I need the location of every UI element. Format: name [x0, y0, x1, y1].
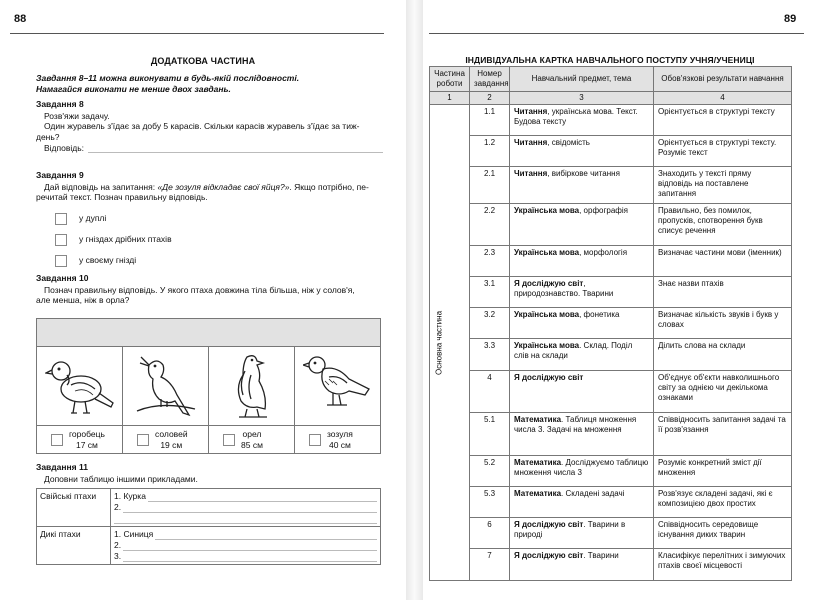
learning-result: Знає назви птахів: [654, 277, 792, 308]
task9-text-post: . Якщо потрібно, пе-: [289, 181, 369, 192]
subject-topic: [510, 204, 654, 246]
task-number: 3.1: [470, 277, 510, 308]
bird-name: орел: [242, 429, 262, 440]
bird-size: 85 см: [241, 439, 263, 450]
bird-name: горобець: [69, 429, 105, 440]
col-number: 2: [470, 92, 510, 105]
page-number-left: 88: [14, 13, 27, 25]
checkbox[interactable]: [51, 434, 63, 446]
table-row: [430, 167, 792, 204]
header-rule: [10, 33, 384, 34]
col-number: 3: [510, 92, 654, 105]
topic-text: . Тварини в природі: [514, 520, 626, 539]
task11-table: [36, 488, 381, 565]
subject-topic: [510, 167, 654, 204]
table-header-row: [430, 67, 792, 92]
task11-line1: Доповни таблицю іншими прикладами.: [44, 473, 198, 484]
subject-topic: [510, 456, 654, 487]
learning-result: Визначає кількість звуків і букв у словах: [654, 308, 792, 339]
learning-result: Правильно, без помилок, пропусків, спотворення букв списує речення: [654, 204, 792, 246]
checkbox[interactable]: [137, 434, 149, 446]
subject-topic: [510, 413, 654, 456]
subject-topic: [510, 549, 654, 581]
task-number: 6: [470, 518, 510, 549]
table-row: [430, 518, 792, 549]
eagle-icon: [217, 351, 287, 421]
header-rule: [429, 33, 804, 34]
task9-line2: речитай текст. Познач правильну відповідь.: [36, 192, 208, 203]
learning-result: Розв'язує складені задачі, які є композицією двох простих: [654, 487, 792, 518]
learning-result: Об'єднує об'єкти навколишнього світу за однією чи декількома ознаками: [654, 371, 792, 413]
row-label: Свійські птахи: [37, 489, 111, 527]
bird-cell-3: [209, 347, 295, 453]
answer-line-item[interactable]: 1. Синиця: [114, 529, 377, 540]
table-row: [430, 246, 792, 277]
bird-caption-4: [295, 425, 380, 453]
option-label: у дуплі: [79, 213, 107, 224]
task10-line1: Познач правильну відповідь. У якого птаха довжина тіла більша, ніж у солов'я,: [44, 284, 355, 295]
table-row: [430, 277, 792, 308]
task-number: 5.3: [470, 487, 510, 518]
checkbox[interactable]: [223, 434, 235, 446]
header-results: Обов'язкові результати навчання: [654, 67, 792, 92]
topic-text: . Склад. Поділ слів на склади: [514, 341, 633, 360]
learning-result: Розуміє конкретний зміст дії множення: [654, 456, 792, 487]
col-number: 4: [654, 92, 792, 105]
option-2[interactable]: [55, 233, 172, 246]
left-page: [0, 0, 406, 600]
topic-text: , вибіркове читання: [547, 169, 620, 178]
sparrow-icon: [45, 351, 115, 421]
task-number: 1.2: [470, 136, 510, 167]
task-number: 5.2: [470, 456, 510, 487]
learning-result: Знаходить у тексті пряму відповідь на поставлене запитання: [654, 167, 792, 204]
nightingale-icon: [131, 351, 201, 421]
table-row: [430, 371, 792, 413]
option-1[interactable]: [55, 212, 172, 225]
table-row: [37, 489, 381, 527]
progress-table: [429, 66, 792, 581]
subject-name: Українська мова: [514, 341, 580, 350]
task-number: 3.3: [470, 339, 510, 371]
topic-text: , природознавство. Тварини: [514, 279, 614, 298]
subject-name: Я досліджую світ: [514, 520, 584, 529]
answer-label: Відповідь:: [44, 142, 85, 153]
header-part: Частина роботи: [430, 67, 470, 92]
row-answers: [111, 489, 381, 527]
task-number: 5.1: [470, 413, 510, 456]
task8-answer: [36, 143, 391, 154]
subject-name: Читання: [514, 107, 548, 116]
subject-name: Я досліджую світ: [514, 279, 584, 288]
subject-topic: [510, 371, 654, 413]
learning-result: Орієнтується в структурі тексту. Розуміє текст: [654, 136, 792, 167]
section-title: ДОДАТКОВА ЧАСТИНА: [150, 56, 256, 66]
topic-text: . Досліджуємо таблицю множення числа 3: [514, 458, 649, 477]
table-row: [430, 456, 792, 487]
table-row: [37, 527, 381, 565]
task10: [36, 273, 391, 306]
subject-name: Математика: [514, 458, 562, 467]
subject-name: Читання: [514, 169, 548, 178]
learning-result: Співвідносить середовище існування диких тварин: [654, 518, 792, 549]
header-number: Номер завдання: [470, 67, 510, 92]
task9: [36, 170, 391, 203]
table-row: [430, 136, 792, 167]
subject-topic: [510, 246, 654, 277]
subject-name: Українська мова: [514, 310, 580, 319]
task11-title: Завдання 11: [36, 462, 88, 472]
task-number: 2.1: [470, 167, 510, 204]
table-row: [430, 105, 792, 136]
task9-title: Завдання 9: [36, 170, 84, 180]
bird-name: соловей: [155, 429, 188, 440]
checkbox[interactable]: [55, 213, 67, 225]
header-subject: Навчальний предмет, тема: [510, 67, 654, 92]
option-3[interactable]: [55, 254, 172, 267]
col-number: 1: [430, 92, 470, 105]
topic-text: . Таблиця множення числа 3. Задачі на множення: [514, 415, 637, 434]
birds-table: [36, 318, 381, 454]
answer-line-item[interactable]: 1. Курка: [114, 491, 377, 502]
task8-problem-line1: Один журавель з'їдає за добу 5 карасів. Скільки карасів журавель з'їдає за тиж-: [44, 121, 360, 132]
column-number-row: [430, 92, 792, 105]
option-label: у своєму гнізді: [79, 255, 137, 266]
row-label: Дикі птахи: [37, 527, 111, 565]
learning-result: Ділить слова на склади: [654, 339, 792, 371]
part-label: Основна частина: [430, 105, 470, 581]
subject-name: Я досліджую світ: [514, 373, 584, 382]
learning-result: Класифікує перелітних і зимуючих птахів своєї місцевості: [654, 549, 792, 581]
task9-quote: «Де зозуля відкладає свої яйця?»: [157, 181, 290, 192]
task9-options: [55, 212, 172, 275]
task8-instruction: Розв'яжи задачу.: [44, 110, 110, 121]
topic-text: , орфографія: [579, 206, 628, 215]
subject-name: Я досліджую світ: [514, 551, 584, 560]
task-number: 4: [470, 371, 510, 413]
subject-topic: [510, 136, 654, 167]
right-page: [423, 0, 829, 600]
checkbox[interactable]: [55, 255, 67, 267]
answer-line[interactable]: [88, 144, 383, 153]
task-number: 2.2: [470, 204, 510, 246]
subject-name: Читання: [514, 138, 548, 147]
topic-text: , свідомість: [547, 138, 590, 147]
subject-topic: [510, 277, 654, 308]
task9-text-pre: Дай відповідь на запитання:: [44, 181, 158, 192]
page-number-right: 89: [784, 13, 797, 25]
subject-topic: [510, 105, 654, 136]
bird-cell-2: [123, 347, 209, 453]
bird-caption-1: [37, 425, 122, 453]
task8: [36, 99, 391, 153]
table-row: [430, 308, 792, 339]
subject-name: Українська мова: [514, 206, 580, 215]
task-number: 3.2: [470, 308, 510, 339]
bird-caption-2: [123, 425, 208, 453]
topic-text: , морфологія: [579, 248, 628, 257]
answer-line-item[interactable]: [114, 513, 377, 524]
subject-name: Математика: [514, 415, 562, 424]
table-row: [430, 339, 792, 371]
bird-size: 40 см: [328, 439, 351, 450]
bird-caption-3: [209, 425, 294, 453]
topic-text: , фонетика: [579, 310, 620, 319]
subject-topic: [510, 308, 654, 339]
intro-line2: Намагайся виконати не менше двох завдань.: [36, 83, 231, 94]
table-row: [430, 413, 792, 456]
birds-table-header: [37, 319, 380, 347]
bird-size: 17 см: [75, 439, 98, 450]
task8-title: Завдання 8: [36, 99, 84, 109]
option-label: у гніздах дрібних птахів: [79, 234, 172, 245]
task-number: 2.3: [470, 246, 510, 277]
learning-result: Орієнтується в структурі тексту: [654, 105, 792, 136]
subject-name: Українська мова: [514, 248, 580, 257]
checkbox[interactable]: [309, 434, 321, 446]
bird-cell-1: [37, 347, 123, 453]
task10-title: Завдання 10: [36, 273, 89, 283]
topic-text: , українська мова. Текст. Будова тексту: [514, 107, 638, 126]
task-number: 7: [470, 549, 510, 581]
cuckoo-icon: [303, 351, 373, 421]
book-gutter: [406, 0, 423, 600]
intro-line1: Завдання 8–11 можна виконувати в будь-якій послідовності.: [36, 73, 300, 83]
card-title: ІНДИВІДУАЛЬНА КАРТКА НАВЧАЛЬНОГО ПОСТУПУ УЧНЯ/УЧЕНИЦІ: [465, 55, 755, 65]
intro: [36, 73, 386, 94]
learning-result: Визначає частини мови (іменник): [654, 246, 792, 277]
table-row: [430, 204, 792, 246]
answer-line-item[interactable]: 2.: [114, 540, 377, 551]
table-row: [430, 487, 792, 518]
learning-result: Співвідносить запитання задачі та її розв'язання: [654, 413, 792, 456]
bird-name: зозуля: [327, 429, 353, 440]
topic-text: . Тварини: [583, 551, 619, 560]
answer-line-item[interactable]: 2.: [114, 502, 377, 513]
table-row: [430, 549, 792, 581]
answer-line-item[interactable]: 3.: [114, 551, 377, 562]
topic-text: . Складені задачі: [561, 489, 625, 498]
task10-line2: але менша, ніж в орла?: [36, 295, 130, 306]
checkbox[interactable]: [55, 234, 67, 246]
bird-size: 19 см: [160, 439, 183, 450]
subject-topic: [510, 518, 654, 549]
subject-topic: [510, 339, 654, 371]
subject-topic: [510, 487, 654, 518]
bird-cell-4: [295, 347, 380, 453]
subject-name: Математика: [514, 489, 562, 498]
task8-problem-line2: день?: [36, 131, 60, 142]
task11: [36, 462, 391, 484]
row-answers: [111, 527, 381, 565]
task-number: 1.1: [470, 105, 510, 136]
